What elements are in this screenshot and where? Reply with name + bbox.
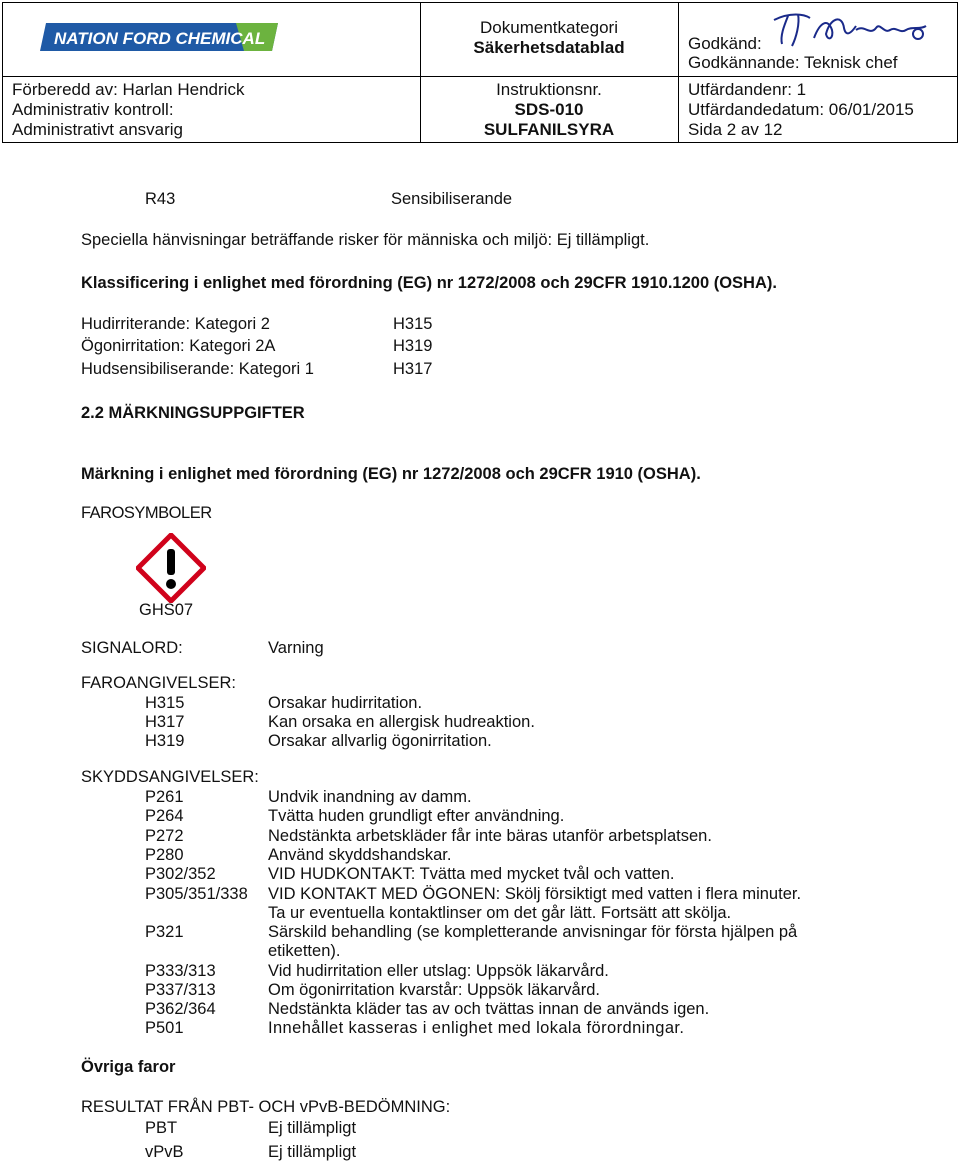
precaution-code: P280 [145,846,184,864]
svg-text:NATION FORD CHEMICAL: NATION FORD CHEMICAL [54,29,266,48]
precaution-text: Vid hudirritation eller utslag: Uppsök läkarvård. [268,962,609,980]
hazard-symbols-label: FAROSYMBOLER [81,504,212,522]
classification-code: H315 [393,315,433,333]
substance-name: SULFANILSYRA [483,120,615,139]
precaution-text: Särskild behandling (se kompletterande anvisningar för första hjälpen på [268,923,798,941]
ghs07-exclamation-icon [136,533,206,603]
pbt-value: Ej tillämpligt [268,1119,357,1137]
issue-number: Utfärdandenr: 1 [688,80,807,99]
issue-date: Utfärdandedatum: 06/01/2015 [688,100,914,119]
section-heading: 2.2 MÄRKNINGSUPPGIFTER [81,404,305,422]
precaution-code: P333/313 [145,962,216,980]
approver-signature [770,8,930,52]
precaution-code: P302/352 [145,865,216,883]
doc-category-value: Säkerhetsdatablad [473,38,625,57]
vpvb-label: vPvB [145,1143,184,1161]
precaution-text: Nedstänkta kläder tas av och tvättas innan de används igen. [268,1000,710,1018]
precaution-code: P305/351/338 [145,885,248,903]
precaution-text: VID HUDKONTAKT: Tvätta med mycket tvål och vatten. [268,865,675,883]
precautionary-label: SKYDDSANGIVELSER: [81,768,259,786]
precaution-text: Undvik inandning av damm. [268,788,472,806]
approved-label: Godkänd: [688,34,762,53]
precaution-text-continued: Ta ur eventuella kontaktlinser om det går lätt. Fortsätt att skölja. [268,904,732,922]
classification-label: Ögonirritation: Kategori 2A [81,337,276,355]
page-number: Sida 2 av 12 [688,120,783,139]
pictogram-code: GHS07 [139,601,194,619]
vpvb-value: Ej tillämpligt [268,1143,357,1161]
admin-control: Administrativ kontroll: [12,100,174,119]
precaution-text: Tvätta huden grundligt efter användning. [268,807,565,825]
special-risks-note: Speciella hänvisningar beträffande risker för människa och miljö: Ej tillämpligt. [81,231,650,249]
pbt-result-label: RESULTAT FRÅN PBT- OCH vPvB-BEDÖMNING: [81,1098,451,1116]
doc-category-label: Dokumentkategori [480,18,618,37]
precaution-text: VID KONTAKT MED ÖGONEN: Skölj försiktigt med vatten i flera minuter. [268,885,802,903]
hazard-text: Orsakar allvarlig ögonirritation. [268,732,492,750]
pbt-label: PBT [145,1119,178,1137]
classification-label: Hudirriterande: Kategori 2 [81,315,270,333]
hazard-code: H315 [145,694,185,712]
instruction-no-value: SDS-010 [514,100,584,119]
precaution-code: P261 [145,788,184,806]
precaution-text-continued: etiketten). [268,942,341,960]
approver: Godkännande: Teknisk chef [688,53,898,72]
instruction-no-label: Instruktionsnr. [496,80,602,99]
other-hazards-heading: Övriga faror [81,1058,176,1076]
classification-code: H317 [393,360,433,378]
hazard-statements-label: FAROANGIVELSER: [81,674,236,692]
hazard-code: H317 [145,713,185,731]
company-logo [40,21,278,53]
precaution-code: P337/313 [145,981,216,999]
precaution-text: Nedstänkta arbetskläder får inte bäras utanför arbetsplatsen. [268,827,712,845]
hazard-code: H319 [145,732,185,750]
labelling-heading: Märkning i enlighet med förordning (EG) nr 1272/2008 och 29CFR 1910 (OSHA). [81,465,701,483]
hazard-text: Orsakar hudirritation. [268,694,423,712]
precaution-code: P272 [145,827,184,845]
classification-label: Hudsensibiliserande: Kategori 1 [81,360,314,378]
hazard-text: Kan orsaka en allergisk hudreaktion. [268,713,535,731]
classification-heading: Klassificering i enlighet med förordning (EG) nr 1272/2008 och 29CFR 1910.1200 (OSHA). [81,274,777,292]
prepared-by: Förberedd av: Harlan Hendrick [12,80,245,99]
precaution-text: Om ögonirritation kvarstår: Uppsök läkarvård. [268,981,600,999]
r43-text: Sensibiliserande [391,190,513,208]
classification-code: H319 [393,337,433,355]
signal-word-label: SIGNALORD: [81,639,183,657]
admin-responsible: Administrativt ansvarig [12,120,184,139]
precaution-text: Använd skyddshandskar. [268,846,452,864]
header-divider [3,76,957,77]
precaution-code: P321 [145,923,184,941]
precaution-code: P362/364 [145,1000,216,1018]
r43-code: R43 [145,190,176,208]
precaution-text: Innehållet kasseras i enlighet med lokala förordningar. [268,1019,685,1037]
signal-word: Varning [268,639,324,657]
precaution-code: P501 [145,1019,184,1037]
precaution-code: P264 [145,807,184,825]
